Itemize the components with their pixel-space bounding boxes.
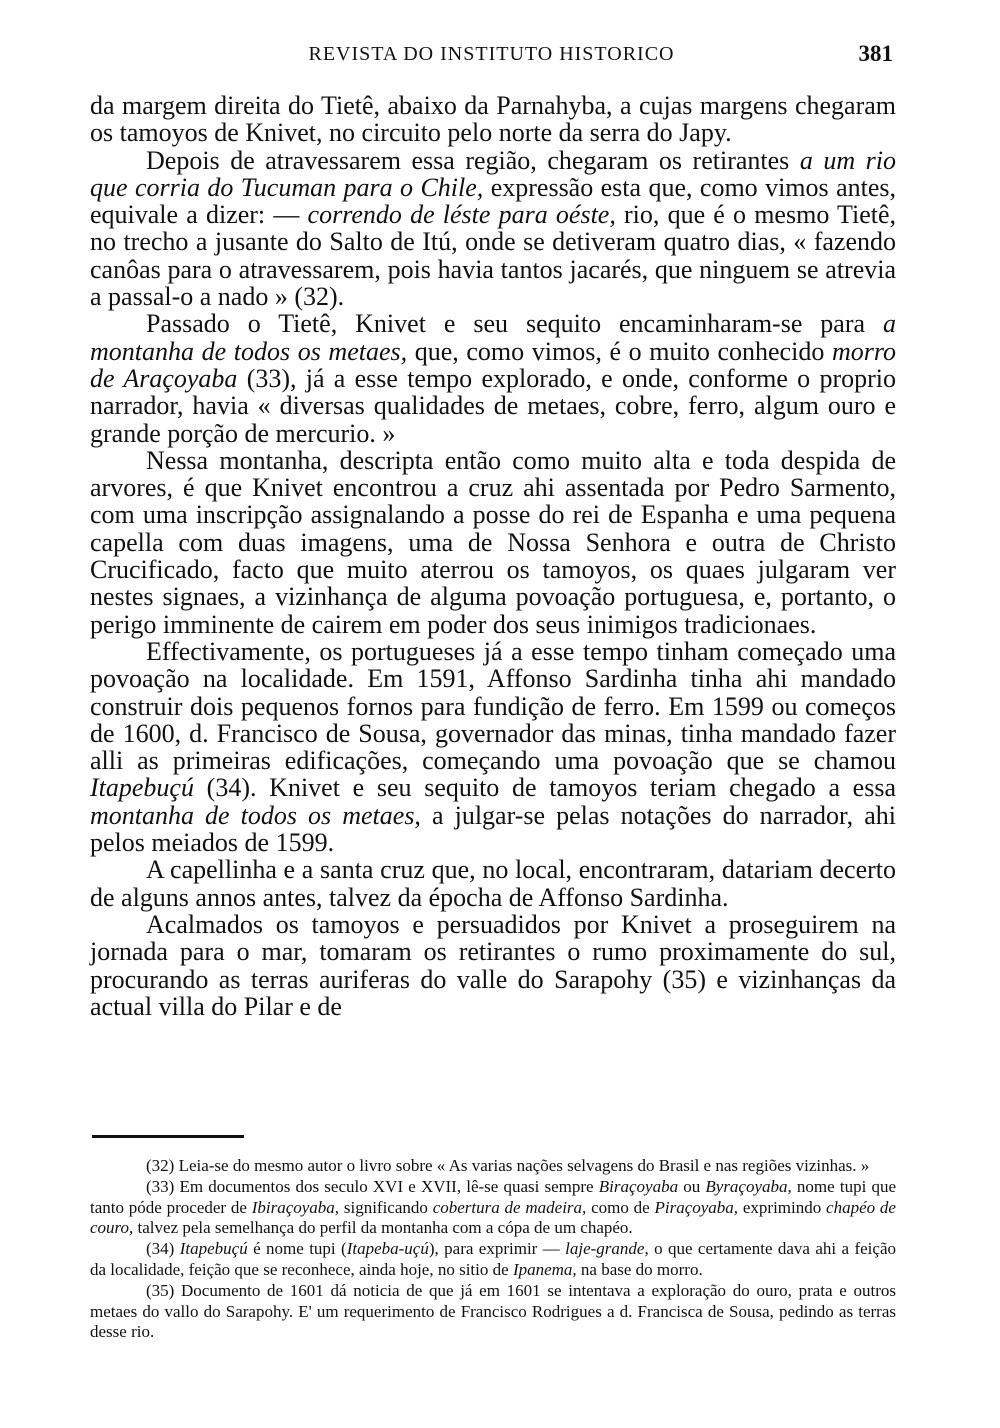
italic-run: Piraçoyaba, — [654, 1197, 739, 1217]
footnote-35 — [90, 1281, 896, 1343]
italic-run: morro de Araçoyaba — [90, 336, 896, 393]
text-run: ), para exprimir — — [428, 1239, 566, 1259]
text-run: como de — [586, 1197, 655, 1217]
paragraph — [90, 447, 896, 638]
text-run: o que certamente dava ahi a feição da localidade, feição que se reconhece, ainda hoje, no sitio de — [90, 1239, 896, 1279]
text-run: (33) Em documentos dos seculo XVI e XVII, lê-se quasi sempre — [146, 1176, 599, 1196]
text-run: que, como vimos, é o muito conhecido — [407, 336, 832, 366]
italic-run: Itapeba-uçú — [346, 1239, 429, 1259]
italic-run: Ibiraçoyaba, — [251, 1197, 340, 1217]
italic-run: Byraçoyaba, — [705, 1176, 792, 1196]
text-run: ou — [678, 1176, 706, 1196]
text-run: A capellinha e a santa cruz que, no local, encontraram, datariam decerto de alguns annos antes, talvez da épocha de Affonso Sardinha. — [90, 855, 896, 912]
paragraph — [90, 92, 896, 147]
italic-run: correndo de léste para oéste, — [307, 200, 616, 230]
text-run: Acalmados os tamoyos e persuadidos por Knivet a proseguirem na jornada para o mar, tomaram os retirantes o rumo proximamente do sul, procurando as terras auriferas do valle do Sarapohy (35) e vizinhanças da actual villa do Pilar e de — [90, 909, 896, 1021]
footnotes — [90, 1156, 896, 1343]
italic-run: Itapebuçú — [179, 1239, 248, 1259]
italic-run: Ipanema, — [512, 1259, 577, 1279]
text-run: a julgar-se pelas notações do narrador, ahi pelos meiados de 1599. — [90, 800, 896, 858]
page-header — [90, 36, 893, 72]
running-title: REVISTA DO INSTITUTO HISTORICO — [308, 43, 675, 65]
paragraph — [90, 310, 896, 446]
text-run: na base do morro. — [576, 1259, 703, 1279]
text-run: (35) Documento de 1601 dá noticia de que já em 1601 se intentava a exploração do ouro, prata e outros metaes do vallo do Sarapohy. E' um requerimento de Francisco Rodrigues a d. Francisca de Sousa, pedindo as terras desse rio. — [90, 1280, 896, 1342]
text-run: (33), já a esse tempo explorado, e onde, conforme o proprio narrador, havia « diversas qualidades de metaes, cobre, ferro, algum ouro e grande porção de mercurio. » — [90, 363, 896, 448]
italic-run: a montanha de todos os metaes, — [90, 309, 896, 366]
text-run: Nessa montanha, descripta então como muito alta e toda despida de arvores, é que Knivet encontrou a cruz ahi assentada por Pedro Sarmento, com uma inscripção assignalando a posse do rei de Espanha e uma pequena capella com duas imagens, uma de Nossa Senhora e outra de Christo Crucificado, facto que muito aterrou os tamoyos, os quaes julgaram ver nestes signaes, a vizinhança de alguma povoação portuguesa, e, portanto, o perigo imminente de cairem em poder dos seus inimigos tradicionaes. — [90, 445, 896, 639]
text-run: (34). Knivet e seu sequito de tamoyos teriam chegado a essa — [193, 773, 896, 803]
text-run: nome tupi que tanto póde proceder de — [90, 1176, 896, 1217]
text-run: Effectivamente, os portugueses já a esse tempo tinham começado uma povoação na localidade. Em 1591, Affonso Sardinha tinha ahi mandado construir dois pequenos fornos para fundição de ferro. Em 1599 ou começos de 1600, d. Francisco de Sousa, governador das minas, tinha mandado fazer alli as primeiras edificações, começando uma povoação que se chamou — [90, 636, 896, 776]
footnote-33 — [90, 1177, 896, 1239]
text-run: exprimindo — [738, 1197, 827, 1217]
footnote-34 — [90, 1239, 896, 1281]
footnote-divider — [92, 1135, 244, 1138]
text-run: (34) — [146, 1239, 180, 1259]
page-number: 381 — [858, 41, 893, 66]
italic-run: Itapebuçú — [90, 773, 194, 803]
footnote-32 — [90, 1156, 896, 1177]
text-run: talvez pela semelhança do perfil da montanha com a cópa de um chapéo. — [133, 1218, 633, 1238]
text-run: Passado o Tietê, Knivet e seu sequito encaminharam-se para — [146, 309, 883, 339]
text-run: (32) Leia-se do mesmo autor o livro sobre « As varias nações selvagens do Brasil e nas regiões vizinhas. » — [146, 1156, 870, 1175]
text-run: da margem direita do Tietê, abaixo da Parnahyba, a cujas margens chegaram os tamoyos de Knivet, no circuito pelo norte da serra do Japy. — [90, 91, 896, 148]
italic-run: montanha de todos os metaes, — [90, 800, 421, 830]
paragraph — [90, 147, 896, 311]
paragraph — [90, 911, 896, 1020]
italic-run: Biraçoyaba — [598, 1176, 679, 1196]
paragraph — [90, 638, 896, 856]
body-text — [90, 92, 896, 1020]
paragraph — [90, 856, 896, 911]
text-run: rio, que é o mesmo Tietê, no trecho a jusante do Salto de Itú, onde se detiveram quatro dias, « fazendo canôas para o atravessarem, pois havia tantos jacarés, que ninguem se atrevia a passal-o a nado » (32). — [90, 200, 897, 312]
italic-run: chapéo de couro, — [90, 1197, 896, 1238]
italic-run: laje-grande, — [565, 1239, 649, 1259]
text-run: é nome tupi ( — [247, 1239, 347, 1259]
text-run: significando — [339, 1197, 433, 1217]
text-run: Depois de atravessarem essa região, chegaram os retirantes — [146, 145, 800, 175]
italic-run: a um rio que corria do Tucuman para o Chile, — [90, 145, 896, 202]
italic-run: cobertura de madeira, — [432, 1197, 587, 1217]
text-run: expressão esta que, como vimos antes, equivale a dizer: — — [90, 172, 896, 230]
